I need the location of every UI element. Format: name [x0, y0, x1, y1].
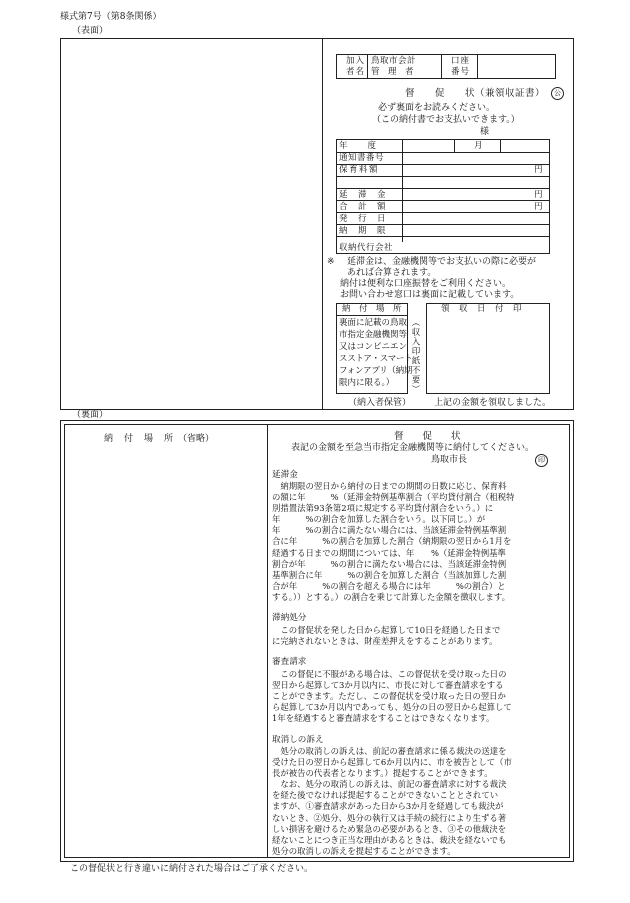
- footer-note: この督促状と行き違いに納付された場合はご了承ください。: [70, 864, 314, 874]
- back-side-label: （裏面）: [72, 410, 109, 420]
- payment-place-header-line: [336, 315, 408, 316]
- sama-honorific: 様: [480, 127, 490, 137]
- agency-label: 収納代行会社: [339, 243, 394, 253]
- subscriber-col-line: [367, 54, 368, 79]
- note-late-fee-1: 延滞金は、金融機関等でお支払いの際に必要が: [347, 257, 537, 267]
- month-label: 月: [474, 141, 484, 151]
- review-line: この督促に不服がある場合は、この督促状を受け取った日の: [272, 669, 507, 679]
- suit-line: 処分の取消しの訴えは、前記の審査請求に係る裁決の送達を: [272, 746, 507, 756]
- disposition-line: この督促状を発した日から起算して10日を経過した日まで: [272, 625, 501, 635]
- grid-label-col-line: [402, 139, 403, 242]
- notice-read-back: 必ず裏面をお読みください。: [378, 103, 496, 113]
- suit-line: 長が被告の代表者となります。）提起することができます。: [272, 768, 493, 779]
- payment-place-line: 市指定金融機関等: [339, 330, 408, 340]
- note-asterisk: ※: [327, 257, 335, 267]
- back-title: 督 促 状: [394, 431, 461, 442]
- receipt-stamp-header: 領 収 日 付 印: [441, 304, 523, 314]
- revenue-stamp-note: （収入印紙不要）: [410, 318, 420, 394]
- late-fee-label: 延 滞 金: [339, 190, 387, 200]
- disposition-heading: 滞納処分: [272, 613, 307, 623]
- note-late-fee-2: あれば合算されます。: [347, 268, 437, 278]
- subscriber-value-1: 鳥取市会計: [371, 56, 417, 66]
- late-fee-line: 合に年 %の割合を加算した割合（納期限の翌日から1月を: [272, 536, 512, 547]
- late-fee-line: 割合が年 %の割合に満たない場合には、当該延滞金特例: [272, 558, 507, 569]
- fee-yen: 円: [534, 165, 544, 175]
- subscriber-label-2: 者名: [346, 67, 366, 77]
- payment-place-line: 又はコンビニエン: [339, 342, 408, 352]
- received-statement: 上記の金額を領収しました。: [434, 398, 552, 408]
- review-line: 1年を経過すると審査請求をすることはできなくなります。: [272, 713, 495, 724]
- form-number: 様式第7号（第8条関係）: [60, 12, 162, 22]
- review-line: 翌日から起算して3か月以内に、市長に対して審査請求をする: [272, 680, 504, 691]
- notice-pay-here: （この納付書でお支払いできます。）: [372, 115, 520, 125]
- payment-place-line: フォンアプリ（納期: [339, 366, 413, 376]
- issue-date-label: 発 行 日: [339, 214, 387, 224]
- back-divider: [267, 424, 268, 858]
- payment-place-line: スストア・スマート: [339, 354, 413, 364]
- subscriber-label-1: 加入: [346, 56, 366, 66]
- account-label-2: 番号: [451, 67, 471, 77]
- late-fee-yen: 円: [534, 190, 544, 200]
- suit-line: ないとき、②処分、処分の執行又は手続の続行により生ずる著: [272, 812, 507, 823]
- late-fee-line: 合が年 %の割合を超える場合には年 %の割合）と: [272, 580, 506, 591]
- suit-line: を経た後でなければ提起することができないこととされてい: [272, 790, 499, 801]
- account-label-1: 口座: [451, 56, 471, 66]
- late-fee-line: の額に年 %（延滞金特例基準割合（平均貸付割合（租税特: [272, 492, 515, 503]
- suit-line: ますが、①審査請求があった日から3か月を経過しても裁決が: [272, 801, 504, 812]
- mayor-name: 鳥取市長: [431, 455, 468, 465]
- suit-line: しい損害を避けるため緊急の必要があるとき、③その他裁決を: [272, 823, 507, 834]
- receipt-stamp-box[interactable]: [426, 303, 550, 394]
- mayor-seal: 印: [535, 454, 548, 467]
- front-side-label: （表面）: [72, 26, 109, 36]
- late-fee-heading: 延滞金: [272, 470, 298, 480]
- subscriber-table: [336, 54, 556, 79]
- suit-line: 処分の取消しの訴えを提起することができます。: [272, 845, 456, 856]
- total-label: 合 計 額: [339, 202, 387, 212]
- disposition-line: に完納されないときは、財産差押えをすることがあります。: [272, 636, 498, 647]
- fee-amount-label: 保育料額: [339, 165, 380, 175]
- disposition-text: [272, 625, 568, 647]
- grid-month-line-2: [500, 139, 501, 152]
- late-fee-line: する。））とする。）の割合を乗じて計算した金額を徴収します。: [272, 591, 510, 602]
- note-direct-debit: 納付は便利な口座振替をご利用ください。: [340, 279, 512, 289]
- late-fee-line: 年 %の割合に満たない場合には、当該延滞金特例基準割: [272, 525, 507, 536]
- back-place-label: 納 付 場 所: [104, 434, 175, 444]
- subscriber-value-2: 管 理 者: [371, 67, 414, 77]
- public-seal-mark: 公: [551, 87, 564, 100]
- suit-line: なお、処分の取消しの訴えは、前記の審査請求に対する裁決: [272, 779, 507, 790]
- late-fee-line: 基準割合に年 %の割合を加算した割合（当該加算した割: [272, 569, 507, 580]
- payment-place-header: 納 付 場 所: [342, 304, 402, 314]
- suit-text: [272, 746, 568, 857]
- grid-row-line: [336, 176, 550, 177]
- late-fee-line: 納期限の翌日から納付の日までの期間の日数に応じ、保育料: [272, 481, 507, 491]
- account-col-line-2: [477, 54, 478, 79]
- review-line: ことができます。ただし、この督促状を受け取った日の翌日か: [272, 691, 506, 702]
- back-place-omitted: （省略）: [178, 434, 215, 444]
- payer-copy-label: （納入者保管）: [348, 398, 412, 408]
- payment-place-line: 限内に限る。）: [339, 378, 395, 388]
- back-intro: 表記の金額を至急当市指定金融機関等に納付してください。: [291, 443, 535, 453]
- note-inquiry: お問い合わせ窓口は裏面に記載しています。: [340, 290, 520, 300]
- total-yen: 円: [534, 202, 544, 212]
- late-fee-line: 別措置法第93条第2項に規定する平均貸付割合をいう。）に: [272, 503, 494, 514]
- suit-heading: 取消しの訴え: [272, 735, 324, 745]
- late-fee-line: 経過する日までの期間については、年 %（延滞金特例基準: [272, 547, 506, 558]
- account-col-line-1: [441, 54, 442, 79]
- suit-line: 経ないことにつき正当な理由があるときは、裁決を経ないでも: [272, 834, 507, 845]
- payment-place-line: 裏面に記載の鳥取: [339, 318, 408, 328]
- review-text: [272, 669, 568, 724]
- due-date-label: 納 期 限: [339, 226, 387, 236]
- year-label: 年 度: [339, 141, 378, 151]
- notice-number-label: 通知書番号: [339, 153, 385, 163]
- front-divider: [322, 38, 323, 410]
- front-title: 督 促 状（兼領収証書）: [405, 88, 546, 99]
- review-line: ら起算して3か月以内であっても、処分の日の翌日から起算して: [272, 702, 512, 713]
- review-heading: 審査請求: [272, 657, 307, 667]
- late-fee-text: [272, 481, 568, 603]
- late-fee-line: 年 %の割合を加算した割合をいう。以下同じ。）が: [272, 514, 486, 525]
- grid-month-line: [454, 139, 455, 152]
- suit-line: 受けた日の翌日から起算して6か月以内に、市を被告として（市: [272, 757, 512, 768]
